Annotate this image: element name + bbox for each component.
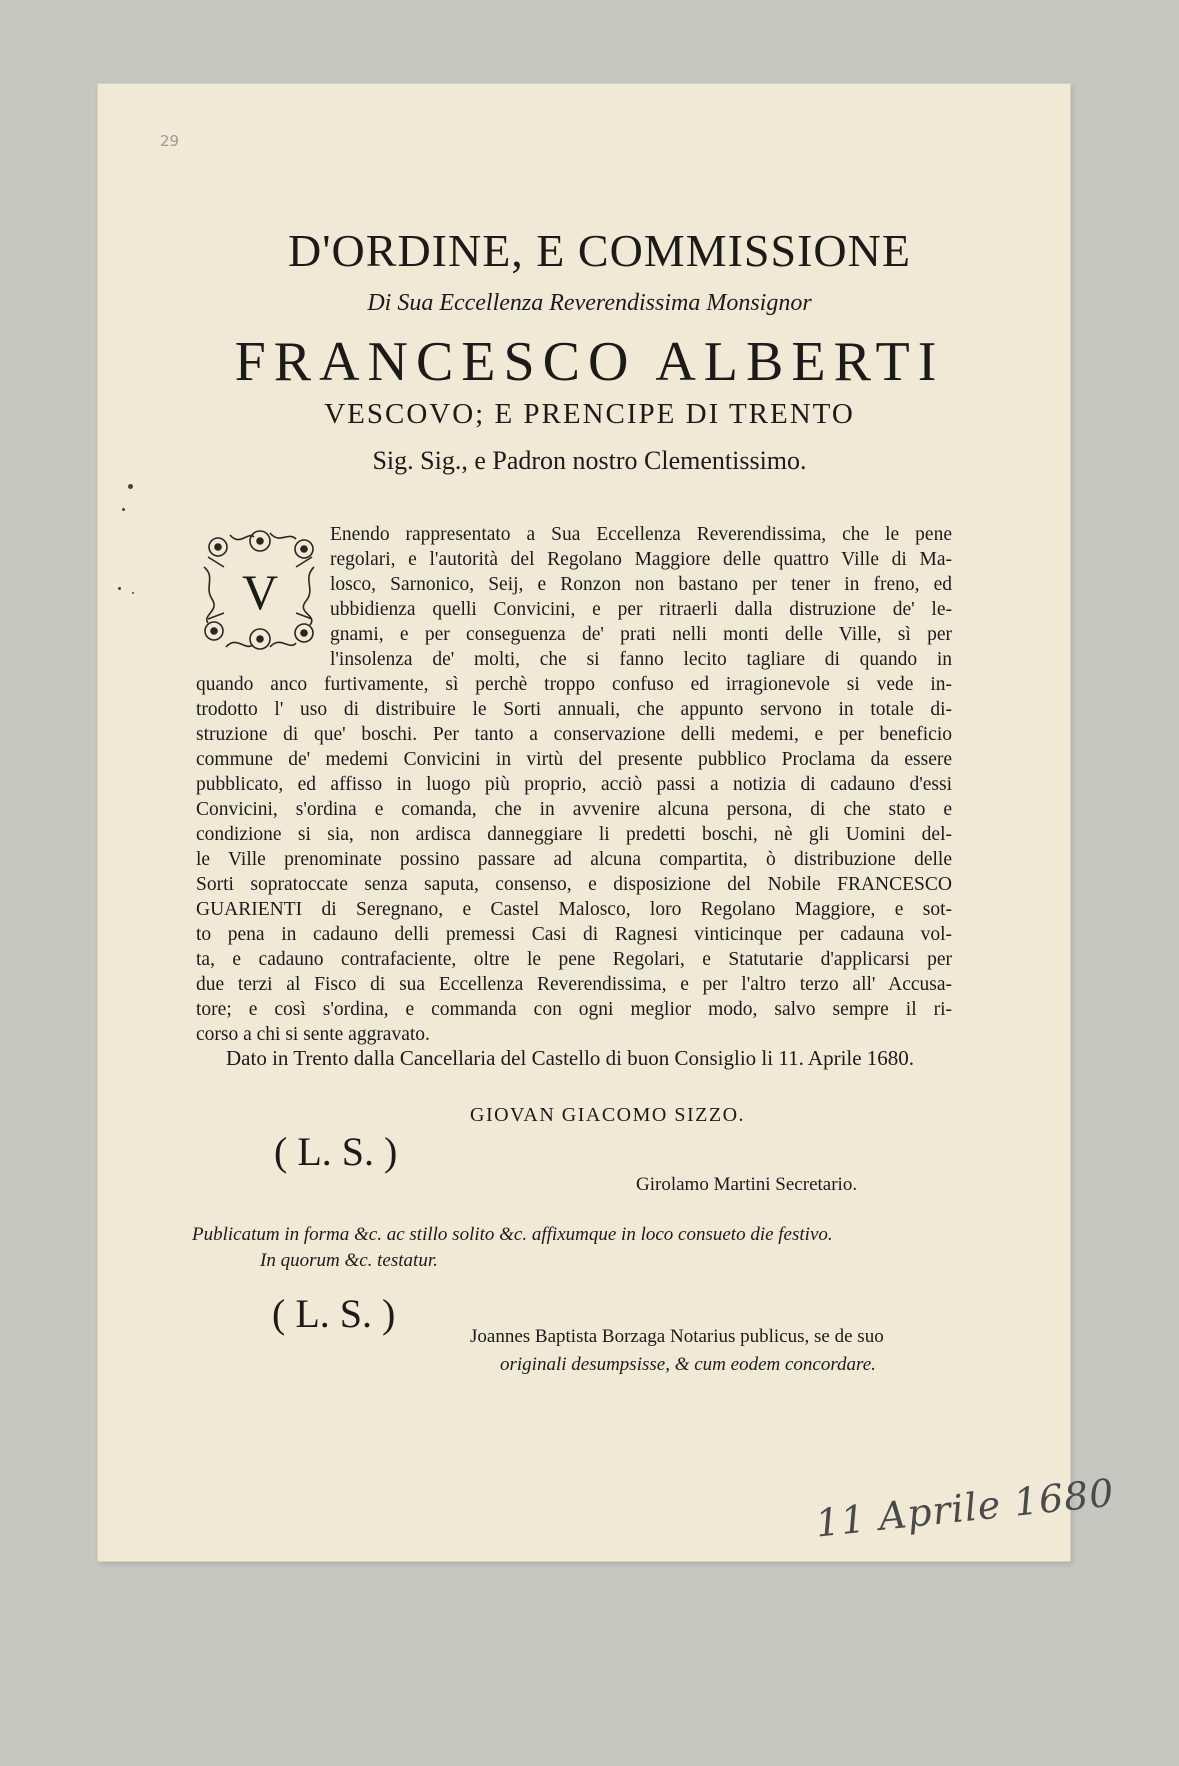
body-line: condizione si sia, non ardisca danneggiare li predetti boschi, nè gli Uomini del- — [196, 824, 952, 845]
body-line: losco, Sarnonico, Seij, e Ronzon non bastano per tener in freno, ed — [330, 574, 952, 595]
body-line: to pena in cadauno delli premessi Casi di Ragnesi vinticinque per cadauna vol- — [196, 924, 952, 945]
body-line: gnami, e per conseguenza de' prati nelli monti delle Ville, sì per — [330, 624, 952, 645]
paper-spot — [128, 484, 133, 489]
paper-spot — [122, 508, 125, 511]
body-line: Enendo rappresentato a Sua Eccellenza Reverendissima, che le pene — [330, 524, 952, 545]
heading-line-2: Di Sua Eccellenza Reverendissima Monsignor — [367, 290, 812, 316]
archive-number: 29 — [160, 132, 180, 150]
body-line: regolari, e l'autorità del Regolano Maggiore delle quattro Ville di Ma- — [330, 549, 952, 570]
notary-line-1: Joannes Baptista Borzaga Notarius publicus, se de suo — [470, 1326, 884, 1347]
body-line: ubbidienza quelli Convicini, e per ritraerli dalla distruzione de' le- — [330, 599, 952, 620]
body-line: pubblicato, ed affisso in luogo più proprio, acciò passi a notizia di cadauno d'essi — [196, 774, 952, 795]
body-line: l'insolenza de' molti, che si fanno lecito tagliare di quando in — [330, 649, 952, 670]
paper-spot — [118, 587, 121, 590]
heading-line-4: VESCOVO; E PRENCIPE DI TRENTO — [324, 398, 855, 430]
body-line: trodotto l' uso di distribuire le Sorti annuali, che appunto servono in totale di- — [196, 699, 952, 720]
secretary-signature: Girolamo Martini Secretario. — [636, 1174, 858, 1195]
paper-spot — [132, 592, 134, 594]
body-line: commune de' medemi Convicini in virtù del presente pubblico Proclama da essere — [196, 749, 952, 770]
body-line: struzione di que' boschi. Per tanto a conservazione delli medemi, e per beneficio — [196, 724, 952, 745]
publication-line-1: Publicatum in forma &c. ac stillo solito &c. affixumque in loco consueto die festivo. — [192, 1224, 833, 1245]
publication-line-2: In quorum &c. testatur. — [260, 1250, 438, 1271]
body-line: ta, e cadauno contrafaciente, oltre le pene Regolari, e Statutarie d'applicarsi per — [196, 949, 952, 970]
heading-line-1-text: D'ORDINE, E COMMISSIONE — [288, 225, 911, 276]
decorated-initial — [196, 527, 324, 655]
body-line: Convicini, s'ordina e comanda, che in avvenire alcuna persona, di che stato e — [196, 799, 952, 820]
body-line: due terzi al Fisco di sua Eccellenza Reverendissima, e per l'altro terzo all' Accusa- — [196, 974, 952, 995]
heading-line-3: FRANCESCO ALBERTI — [234, 331, 945, 393]
heading-line-5: Sig. Sig., e Padron nostro Clementissimo. — [372, 446, 807, 475]
seal-mark-2: ( L. S. ) — [272, 1291, 396, 1336]
body-line: le Ville prenominate possino passare ad alcuna compartita, ò distribuzione delle — [196, 849, 952, 870]
body-line: tore; e così s'ordina, e commanda con ogni meglior modo, salvo sempre il ri- — [196, 999, 952, 1020]
handwritten-date: 11 Aprile 1680 — [813, 1470, 1117, 1546]
seal-mark-1: ( L. S. ) — [274, 1129, 398, 1174]
initial-letter: V — [241, 564, 279, 620]
signer-primary: GIOVAN GIACOMO SIZZO. — [470, 1104, 746, 1126]
notary-line-2: originali desumpsisse, & cum eodem concordare. — [500, 1354, 876, 1375]
body-line-last: corso a chi si sente aggravato. — [196, 1024, 430, 1045]
dated-line: Dato in Trento dalla Cancellaria del Castello di buon Consiglio li 11. Aprile 1680. — [226, 1046, 915, 1070]
heading-line-1 — [0, 224, 1179, 277]
body-line: GUARIENTI di Seregnano, e Castel Malosco, loro Regolano Maggiore, e sot- — [196, 899, 952, 920]
body-line: quando anco furtivamente, sì perchè troppo confuso ed irragionevole si vede in- — [196, 674, 952, 695]
body-line: Sorti sopratoccate senza saputa, consenso, e disposizione del Nobile FRANCESCO — [196, 874, 952, 895]
